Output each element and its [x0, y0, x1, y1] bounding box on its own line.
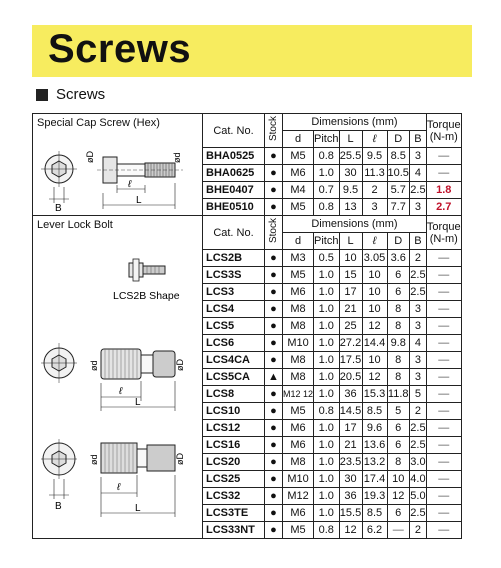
torque-cell: — — [426, 471, 461, 488]
D-cell: — — [387, 522, 409, 539]
stock-cell: ● — [265, 284, 283, 301]
cat-no-cell: LCS5 — [203, 318, 265, 335]
l-cell: 11.3 — [362, 165, 387, 182]
stock-cell: ● — [265, 165, 283, 182]
cap-phiD-label: øD — [85, 151, 95, 163]
d-cell: M5 — [283, 403, 314, 420]
torque-cell: — — [426, 505, 461, 522]
d-cell: M6 — [283, 505, 314, 522]
l-cell: 10 — [362, 352, 387, 369]
cap-phid-label: ød — [172, 152, 182, 163]
B-cell: 2.5 — [409, 267, 426, 284]
torque-cell: — — [426, 318, 461, 335]
cat-no-cell: LCS3S — [203, 267, 265, 284]
d-cell: M10 — [283, 471, 314, 488]
L-cell: 12 — [339, 522, 362, 539]
pitch-cell: 1.0 — [314, 267, 339, 284]
l-cell: 9.5 — [362, 148, 387, 165]
table-section-lever-lock — [33, 216, 462, 539]
pitch-cell: 0.8 — [314, 403, 339, 420]
lever-lock-drawings — [37, 231, 197, 527]
D-cell: 8 — [387, 301, 409, 318]
l-cell: 17.4 — [362, 471, 387, 488]
B-cell: 2.5 — [409, 284, 426, 301]
torque-header-2: Torque (N-m) — [426, 216, 461, 250]
D-cell: 11.8 — [387, 386, 409, 403]
D-cell: 9.8 — [387, 335, 409, 352]
lever-lock-name: Lever Lock Bolt — [37, 219, 113, 231]
d-cell: M8 — [283, 454, 314, 471]
header-row-1 — [33, 114, 462, 131]
col-pitch-header: Pitch — [314, 131, 339, 148]
D-cell: 6 — [387, 284, 409, 301]
pitch-cell: 1.0 — [314, 471, 339, 488]
D-cell: 8 — [387, 454, 409, 471]
stock-cell: ● — [265, 318, 283, 335]
stock-cell: ● — [265, 267, 283, 284]
pitch-cell: 1.0 — [314, 301, 339, 318]
l-cell: 13.2 — [362, 454, 387, 471]
D-cell: 8 — [387, 352, 409, 369]
d-cell: M4 — [283, 182, 314, 199]
cat-no-cell: LCS25 — [203, 471, 265, 488]
col-d-header: d — [283, 131, 314, 148]
col-D-header-2: D — [387, 233, 409, 250]
col-l-header: ℓ — [362, 131, 387, 148]
pitch-cell: 1.0 — [314, 454, 339, 471]
pitch-cell: 1.0 — [314, 488, 339, 505]
section-subtitle — [36, 86, 105, 103]
B-cell: 5 — [409, 386, 426, 403]
cat-no-cell: BHA0525 — [203, 148, 265, 165]
col-B-header: B — [409, 131, 426, 148]
L-cell: 27.2 — [339, 335, 362, 352]
torque-cell: — — [426, 284, 461, 301]
L-cell: 21 — [339, 437, 362, 454]
l-cell: 10 — [362, 301, 387, 318]
pitch-cell: 1.0 — [314, 505, 339, 522]
stock-cell: ● — [265, 199, 283, 216]
stock-header: Stock — [265, 114, 283, 148]
lever-lock-description-cell — [33, 216, 203, 539]
L-cell: 13 — [339, 199, 362, 216]
torque-cell: — — [426, 335, 461, 352]
header-row-3 — [33, 216, 462, 233]
stock-cell: ▲ — [265, 369, 283, 386]
D-cell: 8.5 — [387, 148, 409, 165]
L-cell: 30 — [339, 471, 362, 488]
torque-cell: — — [426, 522, 461, 539]
L-cell: 15 — [339, 267, 362, 284]
l-cell: 12 — [362, 369, 387, 386]
l-cell: 10 — [362, 284, 387, 301]
pitch-cell: 1.0 — [314, 369, 339, 386]
stock-cell: ● — [265, 420, 283, 437]
stock-cell: ● — [265, 148, 283, 165]
B-cell: 2.5 — [409, 505, 426, 522]
pitch-cell: 1.0 — [314, 386, 339, 403]
torque-cell: — — [426, 437, 461, 454]
stock-cell: ● — [265, 522, 283, 539]
cap-B-label: B — [55, 203, 62, 211]
cat-no-header-2: Cat. No. — [203, 216, 265, 250]
D-cell: 6 — [387, 420, 409, 437]
bolt2-phiD-label: øD — [175, 453, 185, 465]
cat-no-cell: LCS33NT — [203, 522, 265, 539]
pitch-cell: 1.0 — [314, 352, 339, 369]
l-cell: 13.6 — [362, 437, 387, 454]
torque-cell: — — [426, 352, 461, 369]
B-cell: 3 — [409, 199, 426, 216]
cat-no-cell: LCS6 — [203, 335, 265, 352]
dimensions-header: Dimensions (mm) — [283, 114, 427, 131]
L-cell: 36 — [339, 488, 362, 505]
col-pitch-header-2: Pitch — [314, 233, 339, 250]
D-cell: 3.6 — [387, 250, 409, 267]
cat-no-cell: BHE0407 — [203, 182, 265, 199]
col-d-header-2: d — [283, 233, 314, 250]
L-cell: 25 — [339, 318, 362, 335]
stock-cell: ● — [265, 488, 283, 505]
L-cell: 36 — [339, 386, 362, 403]
torque-cell: — — [426, 369, 461, 386]
stock-cell: ● — [265, 182, 283, 199]
lcs2b-shape-drawing — [129, 259, 165, 281]
cat-no-cell: LCS3TE — [203, 505, 265, 522]
stock-cell: ● — [265, 454, 283, 471]
stock-cell: ● — [265, 471, 283, 488]
B-cell: 2 — [409, 250, 426, 267]
B-cell: 2 — [409, 403, 426, 420]
cat-no-cell: LCS3 — [203, 284, 265, 301]
D-cell: 8 — [387, 369, 409, 386]
pitch-cell: 1.0 — [314, 335, 339, 352]
L-cell: 15.5 — [339, 505, 362, 522]
B-cell: 2.5 — [409, 420, 426, 437]
torque-cell: — — [426, 488, 461, 505]
dimensions-header-2: Dimensions (mm) — [283, 216, 427, 233]
torque-cell: — — [426, 165, 461, 182]
lcs2b-shape-label: LCS2B Shape — [113, 290, 180, 302]
stock-cell: ● — [265, 386, 283, 403]
torque-header: Torque (N-m) — [426, 114, 461, 148]
cat-no-cell: LCS8 — [203, 386, 265, 403]
L-cell: 30 — [339, 165, 362, 182]
cat-no-cell: LCS20 — [203, 454, 265, 471]
D-cell: 10 — [387, 471, 409, 488]
cat-no-cell: LCS16 — [203, 437, 265, 454]
torque-cell: — — [426, 386, 461, 403]
stock-cell: ● — [265, 403, 283, 420]
d-cell: M8 — [283, 318, 314, 335]
bolt2-B-label: B — [55, 501, 62, 512]
pitch-cell: 0.7 — [314, 182, 339, 199]
pitch-cell: 1.0 — [314, 420, 339, 437]
bolt2-phid-label: ød — [89, 454, 99, 465]
cat-no-header: Cat. No. — [203, 114, 265, 148]
col-L-header: L — [339, 131, 362, 148]
L-cell: 23.5 — [339, 454, 362, 471]
L-cell: 14.5 — [339, 403, 362, 420]
cat-no-cell: LCS4CA — [203, 352, 265, 369]
cat-no-cell: LCS2B — [203, 250, 265, 267]
l-cell: 3 — [362, 199, 387, 216]
L-cell: 25.5 — [339, 148, 362, 165]
d-cell: M3 — [283, 250, 314, 267]
B-cell: 4.0 — [409, 471, 426, 488]
D-cell: 7.7 — [387, 199, 409, 216]
l-cell: 12 — [362, 318, 387, 335]
cat-no-cell: LCS10 — [203, 403, 265, 420]
torque-cell: — — [426, 250, 461, 267]
bolt1-l-label: ℓ — [119, 386, 123, 397]
torque-cell: — — [426, 454, 461, 471]
d-cell: M5 — [283, 148, 314, 165]
bolt2-l-label: ℓ — [117, 482, 121, 493]
torque-cell: — — [426, 267, 461, 284]
L-cell: 10 — [339, 250, 362, 267]
torque-cell: — — [426, 301, 461, 318]
L-cell: 20.5 — [339, 369, 362, 386]
stock-cell: ● — [265, 335, 283, 352]
subtitle-text: Screws — [56, 86, 106, 103]
torque-cell: 2.7 — [426, 199, 461, 216]
D-cell: 5 — [387, 403, 409, 420]
B-cell: 3 — [409, 318, 426, 335]
stock-cell: ● — [265, 250, 283, 267]
l-cell: 15.3 — [362, 386, 387, 403]
d-cell: M5 — [283, 522, 314, 539]
bolt2-L-label: L — [135, 503, 141, 514]
cap-screw-drawing — [37, 133, 197, 211]
stock-header-2: Stock — [265, 216, 283, 250]
bolt1-phid-label: ød — [89, 360, 99, 371]
B-cell: 2 — [409, 522, 426, 539]
L-cell: 17.5 — [339, 352, 362, 369]
pitch-cell: 0.8 — [314, 199, 339, 216]
d-cell: M8 — [283, 352, 314, 369]
col-B-header-2: B — [409, 233, 426, 250]
d-cell: M6 — [283, 284, 314, 301]
d-cell: M12 — [283, 488, 314, 505]
pitch-cell: 1.0 — [314, 165, 339, 182]
d-cell: M6 — [283, 165, 314, 182]
stock-cell: ● — [265, 437, 283, 454]
l-cell: 14.4 — [362, 335, 387, 352]
B-cell: 5.0 — [409, 488, 426, 505]
cap-l-label: ℓ — [128, 179, 132, 190]
screws-table — [32, 113, 462, 539]
col-D-header: D — [387, 131, 409, 148]
L-cell: 17 — [339, 284, 362, 301]
l-cell: 19.3 — [362, 488, 387, 505]
B-cell: 4 — [409, 165, 426, 182]
table-section-cap-screw — [33, 114, 462, 216]
stock-cell: ● — [265, 352, 283, 369]
B-cell: 3 — [409, 352, 426, 369]
cap-screw-description-cell — [33, 114, 203, 216]
stock-cell: ● — [265, 301, 283, 318]
title-banner — [32, 25, 472, 77]
square-bullet-icon — [36, 89, 48, 101]
torque-cell: — — [426, 148, 461, 165]
D-cell: 6 — [387, 267, 409, 284]
stock-cell: ● — [265, 505, 283, 522]
d-cell: M5 — [283, 267, 314, 284]
bolt1-phiD-label: øD — [175, 359, 185, 371]
B-cell: 3 — [409, 369, 426, 386]
l-cell: 8.5 — [362, 505, 387, 522]
d-cell: M5 — [283, 199, 314, 216]
d-cell: M8 — [283, 301, 314, 318]
d-cell: M6 — [283, 420, 314, 437]
B-cell: 2.5 — [409, 182, 426, 199]
D-cell: 5.7 — [387, 182, 409, 199]
cap-L-label: L — [136, 195, 142, 206]
torque-cell: — — [426, 403, 461, 420]
cat-no-cell: LCS4 — [203, 301, 265, 318]
D-cell: 12 — [387, 488, 409, 505]
pitch-cell: 1.0 — [314, 437, 339, 454]
D-cell: 6 — [387, 505, 409, 522]
cat-no-cell: LCS12 — [203, 420, 265, 437]
pitch-cell: 1.0 — [314, 284, 339, 301]
D-cell: 8 — [387, 318, 409, 335]
bolt1-L-label: L — [135, 397, 141, 408]
l-cell: 3.05 — [362, 250, 387, 267]
l-cell: 9.6 — [362, 420, 387, 437]
l-cell: 8.5 — [362, 403, 387, 420]
l-cell: 2 — [362, 182, 387, 199]
B-cell: 3.0 — [409, 454, 426, 471]
cat-no-cell: BHA0625 — [203, 165, 265, 182]
pitch-cell: 0.8 — [314, 522, 339, 539]
l-cell: 6.2 — [362, 522, 387, 539]
d-cell: M8 — [283, 369, 314, 386]
L-cell: 9.5 — [339, 182, 362, 199]
B-cell: 3 — [409, 301, 426, 318]
torque-cell: 1.8 — [426, 182, 461, 199]
cat-no-cell: LCS32 — [203, 488, 265, 505]
B-cell: 4 — [409, 335, 426, 352]
cap-screw-name: Special Cap Screw (Hex) — [37, 117, 160, 129]
cat-no-cell: BHE0510 — [203, 199, 265, 216]
B-cell: 3 — [409, 148, 426, 165]
l-cell: 10 — [362, 267, 387, 284]
col-l-header-2: ℓ — [362, 233, 387, 250]
pitch-cell: 0.5 — [314, 250, 339, 267]
d-cell: M12 12 — [283, 386, 314, 403]
L-cell: 17 — [339, 420, 362, 437]
pitch-cell: 0.8 — [314, 148, 339, 165]
torque-cell: — — [426, 420, 461, 437]
d-cell: M10 — [283, 335, 314, 352]
pitch-cell: 1.0 — [314, 318, 339, 335]
D-cell: 10.5 — [387, 165, 409, 182]
d-cell: M6 — [283, 437, 314, 454]
cat-no-cell: LCS5CA — [203, 369, 265, 386]
B-cell: 2.5 — [409, 437, 426, 454]
col-L-header-2: L — [339, 233, 362, 250]
page-title: Screws — [48, 27, 192, 71]
L-cell: 21 — [339, 301, 362, 318]
D-cell: 6 — [387, 437, 409, 454]
